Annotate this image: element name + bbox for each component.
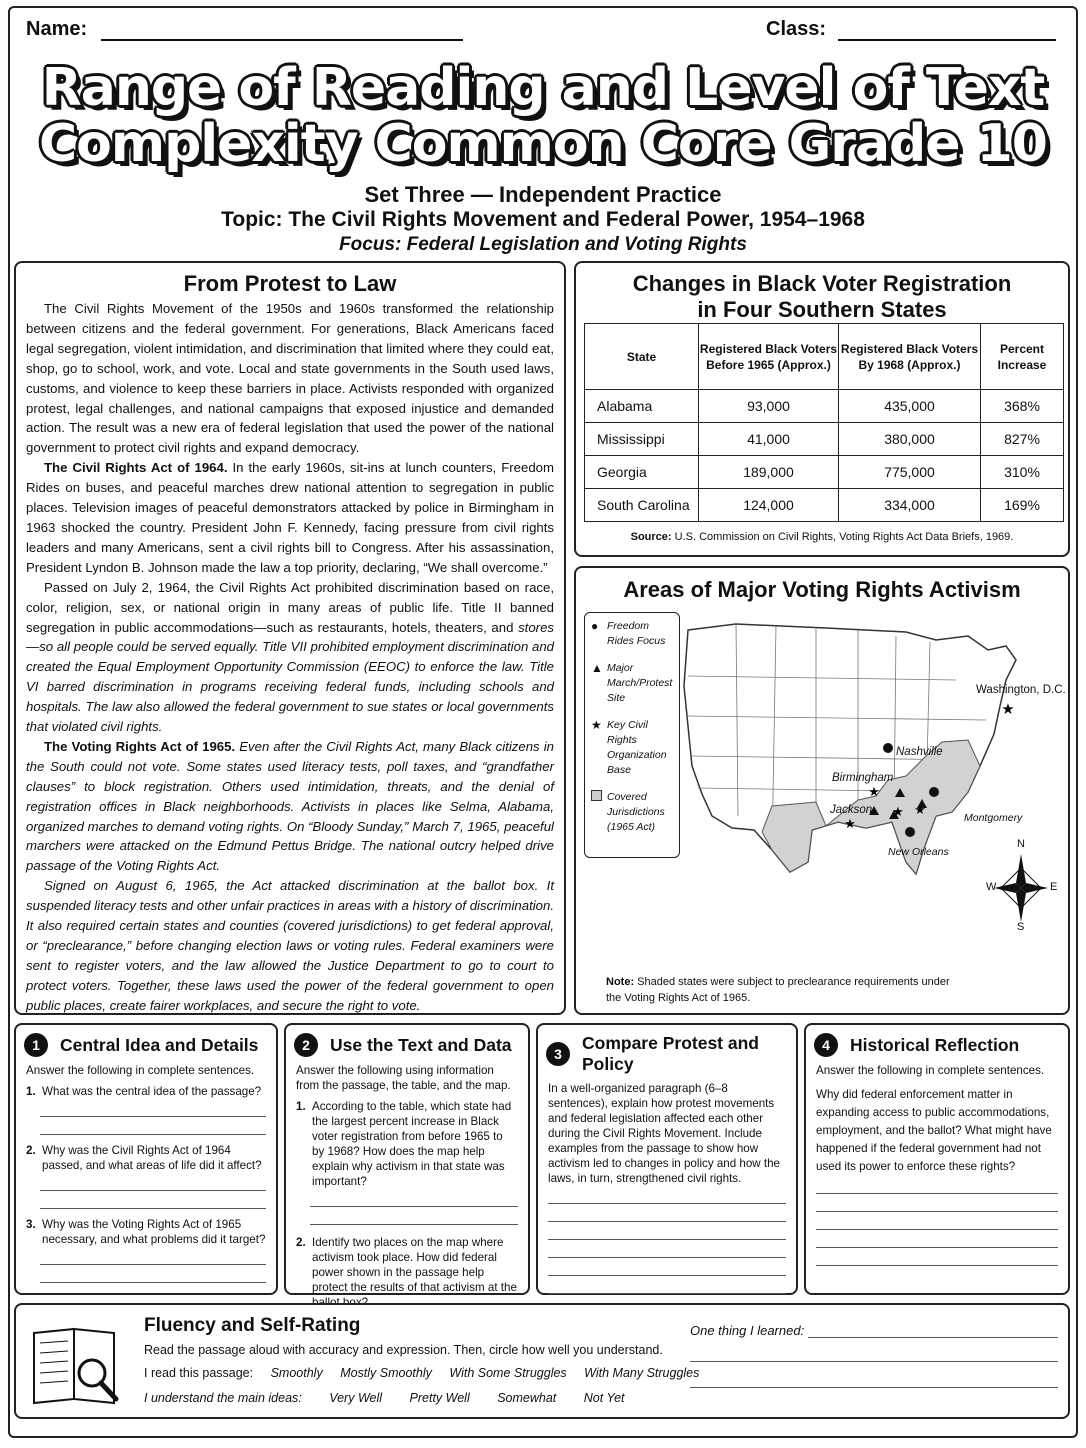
nashville-marker — [883, 743, 893, 753]
table-cell: 169% — [981, 489, 1064, 522]
table-row — [585, 489, 1064, 522]
q1-heading — [24, 1033, 276, 1057]
table-panel — [574, 261, 1070, 557]
read-rating-label: I read this passage: — [144, 1366, 254, 1380]
table-cell: 310% — [981, 456, 1064, 489]
table-source — [576, 531, 1068, 543]
class-label: Class: — [766, 18, 827, 40]
column-header: Registered Black Voters By 1968 (Approx.) — [839, 324, 981, 390]
table-cell: 124,000 — [699, 489, 839, 522]
rating-option[interactable]: Very Well — [329, 1391, 383, 1405]
q1-title: Central Idea and Details — [60, 1034, 259, 1055]
passage-paragraph-1: The Civil Rights Movement of the 1950s and 1960s transformed the relationship between citizens and the federal government. For generations, Black Americans faced legal segregation, violent intimidation, and discrimination that limited where they could eat, shop, go to school, work, and vote. Local and state governments in the South used laws, customs, and violence to keep these barriers in place. Activists responded with organized protest, legal challenges, and national campaigns that exposed injustice and demanded action. The result was a new era of federal legislation that used the power of the national government to protect civil rights and expand democracy. — [26, 301, 554, 456]
passage-panel — [14, 261, 566, 1015]
new-orleans-marker — [905, 827, 915, 837]
label-washington: Washington, D.C. — [976, 684, 1066, 696]
table-title-line-1: Changes in Black Voter Registration — [632, 271, 1012, 296]
map-note — [606, 974, 966, 1006]
compass-west: W — [986, 881, 997, 893]
legend-label: Major March/Protest Site — [607, 662, 673, 704]
understand-rating-row — [144, 1391, 639, 1405]
triangle-icon: ▲ — [591, 661, 603, 675]
question-box-3 — [536, 1023, 798, 1295]
answer-line[interactable] — [310, 1207, 518, 1225]
learned-label: One thing I learned: — [690, 1323, 805, 1338]
compass-rose — [986, 838, 1056, 934]
fluency-panel — [14, 1303, 1070, 1419]
label-jackson: Jackson — [830, 804, 873, 816]
table-title-line-2: in Four Southern States — [697, 297, 947, 322]
compass-icon — [986, 838, 1056, 934]
table-cell: Georgia — [585, 456, 699, 489]
answer-line[interactable] — [816, 1248, 1058, 1266]
q3-heading — [546, 1033, 796, 1075]
question-box-4 — [804, 1023, 1070, 1295]
rating-option[interactable]: Smoothly — [270, 1366, 323, 1380]
passage-text-3b: stores—so all people could be served equally. Title VII prohibited employment discrimination and created the Equal Employment Opportunity Commission (EEOC) to enforce the law. Title VI barred discrimination in programs receiving federal funds, including schools and hospitals. The law also allowed the federal government to sue states or local governments that violated civil rights. — [26, 619, 554, 735]
table-header-row — [585, 324, 1064, 390]
q1-number-badge: 1 — [24, 1033, 48, 1057]
book-magnifier-icon — [26, 1313, 126, 1413]
rating-option[interactable]: With Some Struggles — [449, 1366, 567, 1380]
q3-title: Compare Protest and Policy — [582, 1033, 759, 1074]
answer-line[interactable] — [816, 1176, 1058, 1194]
q1-intro: Answer the following in complete sentences. — [26, 1064, 255, 1077]
compass-east: E — [1050, 881, 1058, 893]
voter-registration-table — [584, 323, 1064, 522]
topic-subtitle: Topic: The Civil Rights Movement and Federal Power, 1954–1968 — [221, 208, 865, 231]
column-header: Percent Increase — [981, 324, 1064, 390]
q1-item-1: 1. What was the central idea of the passage? — [26, 1085, 262, 1098]
learned-line[interactable] — [690, 1387, 1058, 1388]
answer-line[interactable] — [40, 1191, 266, 1209]
table-cell: 435,000 — [839, 390, 981, 423]
q4-heading — [814, 1033, 1068, 1057]
table-row — [585, 390, 1064, 423]
title-line-2: Complexity Common Core Grade 10 — [39, 114, 1047, 174]
q2-item-1: 1. According to the table, which state had the largest percent increase in Black voter registration from before 1965 to by 1968? How does the map help explain why activism in that state was important? — [286, 1099, 528, 1189]
base-marker: ★ — [868, 784, 880, 799]
answer-line[interactable] — [40, 1099, 266, 1117]
answer-line[interactable] — [548, 1186, 786, 1204]
answer-line[interactable] — [548, 1222, 786, 1240]
passage-title: From Protest to Law — [183, 271, 397, 296]
question-box-1 — [14, 1023, 278, 1295]
table-cell: 368% — [981, 390, 1064, 423]
table-row — [585, 456, 1064, 489]
label-new-orleans: New Orleans — [888, 846, 949, 858]
class-line[interactable] — [838, 19, 1056, 41]
star-icon: ★ — [591, 718, 602, 732]
freedom-ride-marker — [929, 787, 939, 797]
passage-text-4: Even after the Civil Rights Act, many Black citizens in the South could not vote. Some states used literacy tests, poll taxes, and “grandfather clauses” to block registration. Others used intimidation, threats, and the denial of registration offices in Black neighborhoods. Activists in places like Selma, Alabama, organized marches to demand voting rights. On “Bloody Sunday,” March 7, 1965, peaceful marchers were attacked on the Edmund Pettus Bridge. The national outcry helped drive passage of the Voting Rights Act. — [26, 738, 554, 874]
q2-intro: Answer the following using information from the passage, the table, and the map. — [296, 1064, 511, 1092]
note-label: Note: — [606, 976, 635, 988]
title-line-1: Range of Reading and Level of Text — [41, 58, 1045, 118]
q2-item-2: 2. Identify two places on the map where activism took place. How did federal power shown in the passage help protect the results of that activism at the — [286, 1235, 528, 1310]
table-row — [585, 423, 1064, 456]
question-text: According to the table, which state had the largest percent increase in Black voter registration from before 1965 to by 1968? How does the map help explain why activism in that state was important? — [312, 1100, 512, 1188]
circle-icon: ● — [591, 619, 599, 633]
rating-option[interactable]: Mostly Smoothly — [340, 1366, 432, 1380]
dc-marker: ★ — [1001, 701, 1015, 718]
answer-line[interactable] — [40, 1247, 266, 1265]
legend-label: Freedom Rides Focus — [607, 620, 666, 647]
learned-line[interactable] — [690, 1361, 1058, 1362]
table-cell: South Carolina — [585, 489, 699, 522]
question-text: Identify two places on the map where activism took place. How did federal power shown in the passage help protect the results of that activism at the — [312, 1236, 517, 1294]
fluency-instructions: Read the passage aloud with accuracy and expression. Then, circle how well you understand. — [144, 1343, 663, 1357]
q3-number-badge: 3 — [546, 1042, 570, 1066]
set-subtitle: Set Three — Independent Practice — [364, 182, 722, 207]
q2-heading — [294, 1033, 528, 1057]
passage-paragraph-3 — [26, 578, 554, 737]
compass-north: N — [1017, 838, 1025, 850]
column-header: State — [585, 324, 699, 390]
answer-line[interactable] — [310, 1189, 518, 1207]
q1-item-2: 2. Why was the Civil Rights Act of 1964 passed, and what areas of life did it affect? — [16, 1143, 276, 1173]
legend-label: Covered Jurisdictions (1965 Act) — [607, 791, 665, 833]
answer-line[interactable] — [816, 1194, 1058, 1212]
q2-title: Use the Text and Data — [330, 1034, 512, 1055]
answer-line[interactable] — [548, 1258, 786, 1276]
table-cell: 93,000 — [699, 390, 839, 423]
passage-paragraph-4 — [26, 737, 554, 876]
answer-line[interactable] — [816, 1212, 1058, 1230]
base-marker: ★ — [844, 816, 856, 831]
base-marker: ★ — [914, 802, 926, 817]
passage-heading-cra: The Civil Rights Act of 1964. — [44, 460, 228, 476]
answer-line[interactable] — [548, 1276, 786, 1294]
q4-prompt: Why did federal enforcement matter in expanding access to public accommodations, employment, and the ballot? What might have happened if the federal government had not used its power to enforce these rights? — [816, 1088, 1052, 1173]
table-cell: 380,000 — [839, 423, 981, 456]
passage-text-2: In the early 1960s, sit-ins at lunch counters, Freedom Rides on buses, and peaceful marches drew national attention to segregation in public places. Television images of peaceful demonstrators attacked by police in Birmingham in 1963 shocked the country. President John F. Kennedy, facing pressure from civil rights leaders and many Americans, sent a civil rights bill to Congress. After his assassination, President Lyndon B. Johnson made the law a top priority, declaring, “We shall overcome.” — [26, 460, 554, 575]
q4-intro: Answer the following in complete sentences. — [816, 1064, 1045, 1077]
class-field[interactable] — [766, 18, 1056, 41]
q3-intro: In a well-organized paragraph (6–8 sentences), explain how protest movements and federal legislation affected each other during the Civil Rights Movement. Include examples from the passage to show how activism led to changes in policy and how the laws, in turn, strengthened civil rights. — [548, 1082, 781, 1185]
question-box-2 — [284, 1023, 530, 1295]
q4-title: Historical Reflection — [850, 1034, 1020, 1055]
answer-line[interactable] — [40, 1117, 266, 1135]
question-text: Why was the Civil Rights Act of 1964 passed, and what areas of life did it affect? — [42, 1144, 262, 1172]
label-montgomery: Montgomery — [964, 812, 1023, 824]
learned-line[interactable] — [808, 1337, 1058, 1338]
fluency-title: Fluency and Self-Rating — [144, 1315, 361, 1336]
rating-option[interactable]: Somewhat — [497, 1391, 557, 1405]
table-cell: 334,000 — [839, 489, 981, 522]
map-title: Areas of Major Voting Rights Activism — [623, 577, 1021, 602]
name-label: Name: — [26, 18, 88, 40]
rating-option[interactable]: Pretty Well — [409, 1391, 470, 1405]
legend-label: Key Civil Rights Organization Base — [607, 719, 667, 776]
table-cell: 41,000 — [699, 423, 839, 456]
passage-paragraph-2 — [26, 458, 554, 577]
answer-line[interactable] — [40, 1265, 266, 1283]
compass-south: S — [1017, 921, 1025, 933]
answer-line[interactable] — [548, 1204, 786, 1222]
table-cell: 775,000 — [839, 456, 981, 489]
question-text: What was the central idea of the passage? — [42, 1085, 262, 1098]
answer-line[interactable] — [816, 1230, 1058, 1248]
answer-line[interactable] — [40, 1173, 266, 1191]
rating-option[interactable]: Not Yet — [583, 1391, 625, 1405]
answer-line[interactable] — [548, 1240, 786, 1258]
column-header: Registered Black Voters Before 1965 (Approx.) — [699, 324, 839, 390]
table-cell: 189,000 — [699, 456, 839, 489]
q4-number-badge: 4 — [814, 1033, 838, 1057]
table-cell: Mississippi — [585, 423, 699, 456]
note-text: Shaded states were subject to preclearance requirements under the Voting Rights Act of 1965. — [606, 976, 950, 1004]
question-text: Why was the Voting Rights Act of 1965 necessary, and what problems did it target? — [42, 1218, 266, 1246]
name-field[interactable] — [26, 18, 463, 41]
label-birmingham: Birmingham — [832, 772, 894, 784]
focus-subtitle: Focus: Federal Legislation and Voting Rights — [339, 234, 747, 255]
passage-paragraph-5: Signed on August 6, 1965, the Act attacked discrimination at the ballot box. It suspended literacy tests and other unfair practices in areas with a history of discrimination. It also required certain states and counties (covered jurisdictions) to get federal approval, or “preclearance,” before changing election laws or voting rules. Federal examiners were sent to register voters, and the law allowed the Justice Department to go to court to protect voters. Together, these laws used the power of the federal government to open public places, create fairer workplaces, and secure the right to vote. — [26, 878, 554, 1013]
name-line[interactable] — [101, 19, 463, 41]
understand-rating-label: I understand the main ideas: — [144, 1391, 302, 1405]
source-text: U.S. Commission on Civil Rights, Voting Rights Act Data Briefs, 1969. — [674, 531, 1014, 543]
q1-item-3: 3. Why was the Voting Rights Act of 1965 necessary, and what problems did it target? — [26, 1218, 266, 1246]
passage-heading-vra: The Voting Rights Act of 1965. — [44, 738, 236, 754]
table-cell: Alabama — [585, 390, 699, 423]
base-marker: ★ — [892, 804, 904, 819]
q2-number-badge: 2 — [294, 1033, 318, 1057]
map-panel — [574, 566, 1070, 1015]
passage-text-3a: Passed on July 2, 1964, the Civil Rights Act prohibited discrimination based on race, color, religion, sex, or national origin in many areas of public life. Title II banned segregation in public accommodations—such as restaurants, hotels, theaters, and — [26, 579, 554, 635]
read-rating-row — [144, 1366, 713, 1380]
label-nashville: Nashville — [896, 746, 943, 758]
source-label: Source: — [630, 531, 672, 543]
table-cell: 827% — [981, 423, 1064, 456]
passage-body — [16, 299, 564, 1016]
rating-option[interactable]: With Many Struggles — [584, 1366, 700, 1380]
